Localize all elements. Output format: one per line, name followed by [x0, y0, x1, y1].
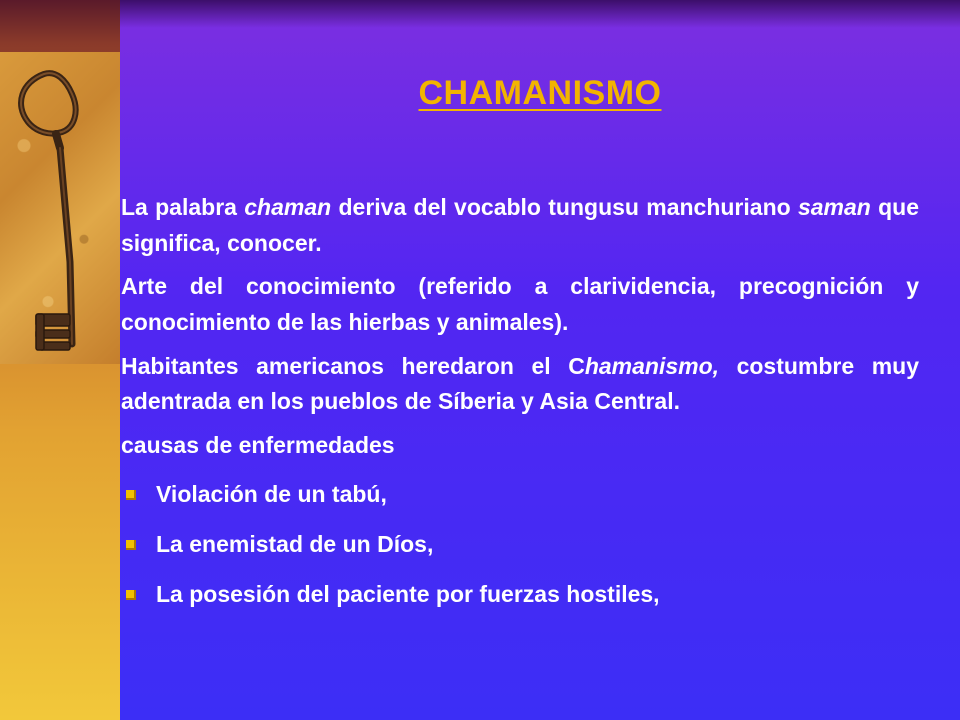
square-bullet-icon — [126, 590, 136, 600]
top-shadow — [120, 0, 960, 28]
text-span: que significa, conocer. — [121, 194, 920, 256]
slide-content — [121, 190, 919, 626]
list-item — [121, 577, 919, 613]
paragraph-definition: Arte del conocimiento (referido a clarividencia, precognición y conocimiento de las hierbas y animales). — [121, 273, 919, 335]
italic-term: saman — [797, 194, 871, 220]
list-item — [121, 527, 919, 563]
text-span: La palabra — [121, 194, 245, 220]
list-intro: causas de enfermedades — [121, 431, 395, 458]
italic-term: chaman — [244, 194, 332, 220]
text-span: deriva del vocablo tungusu manchuriano — [331, 194, 798, 220]
italic-term: hamanismo, — [584, 352, 720, 379]
list-item-text: Violación de un tabú, — [156, 481, 387, 508]
text-span: costumbre muy adentrada en los pueblos de Síberia y Asia Central. — [121, 352, 920, 415]
list-item — [121, 477, 919, 513]
paragraph-etymology — [121, 190, 919, 261]
old-key-icon — [0, 52, 120, 364]
square-bullet-icon — [126, 540, 136, 550]
square-bullet-icon — [126, 490, 136, 500]
list-item-text: La posesión del paciente por fuerzas hostiles, — [156, 580, 660, 607]
paragraph-inheritance — [121, 349, 919, 420]
key-photo — [0, 52, 120, 364]
text-span: Habitantes americanos heredaron el C — [121, 352, 585, 379]
list-item-text: La enemistad de un Díos, — [156, 531, 434, 558]
slide-title: CHAMANISMO — [418, 74, 662, 112]
